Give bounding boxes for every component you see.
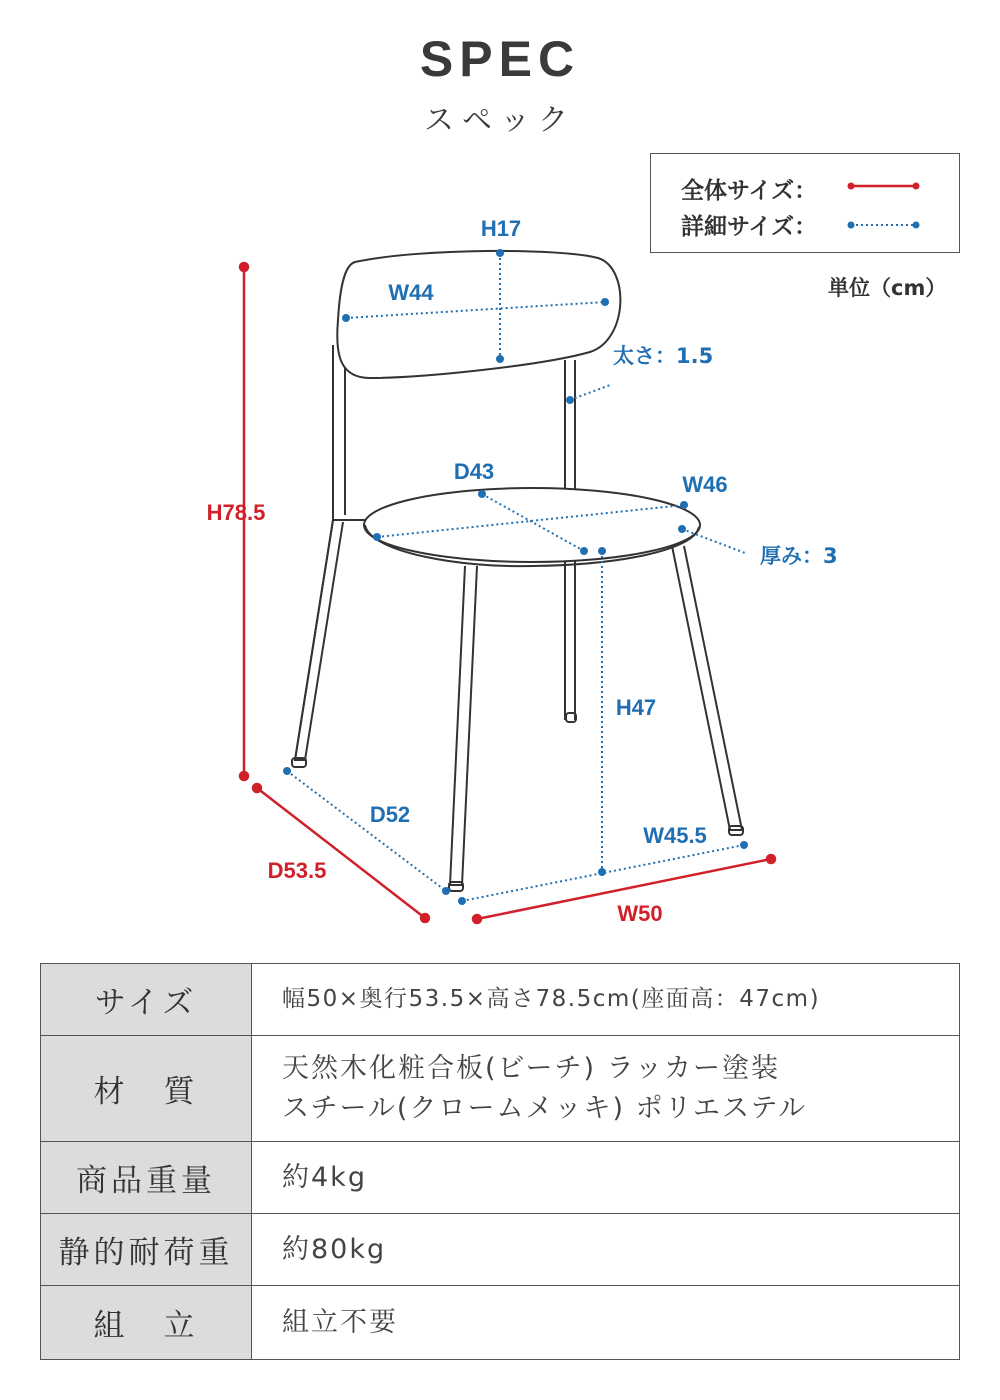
- spec-value-load: [252, 1214, 960, 1286]
- seat-width-dot-left: [373, 533, 381, 541]
- label-seat-width: W46: [682, 472, 728, 497]
- seat-width-dot-right: [680, 501, 688, 509]
- legend-overall-label: 全体サイズ：: [681, 178, 818, 204]
- label-overall-depth: D53.5: [267, 858, 327, 883]
- spec-key-material: 材 質: [41, 1036, 252, 1142]
- page-title: SPEC: [419, 31, 581, 87]
- spec-value-material: [252, 1036, 960, 1142]
- overall-height-dot-bottom: [240, 772, 248, 780]
- backrest: [337, 251, 620, 378]
- seat-thickness-dot: [678, 525, 686, 533]
- leg-depth-dot-start: [283, 767, 291, 775]
- spec-key-size: サイズ: [41, 964, 252, 1036]
- label-frame-thickness: 太さ：1.5: [613, 344, 714, 368]
- backrest-width-dot-right: [601, 298, 609, 306]
- spec-key-load: 静的耐荷重: [41, 1214, 252, 1286]
- label-overall-height: H78.5: [206, 500, 266, 525]
- seat-depth-dot-end: [580, 547, 588, 555]
- spec-value-material-line-1: 天然木化粧合板(ビーチ) ラッカー塗装: [282, 1053, 781, 1085]
- spec-value-assembly-line: 組立不要: [282, 1306, 398, 1338]
- seat-depth-dot-start: [478, 490, 486, 498]
- spec-value-material-line-2: スチール(クロームメッキ) ポリエステル: [282, 1092, 808, 1124]
- label-backrest-height: H17: [480, 216, 522, 241]
- spec-value-load-line: 約80kg: [282, 1233, 387, 1265]
- backrest-height-dot-bottom: [496, 355, 504, 363]
- spec-row-load: [41, 1214, 960, 1286]
- label-seat-depth: D43: [453, 459, 495, 484]
- overall-depth-dot-start: [253, 784, 261, 792]
- chair-illustration: [292, 345, 743, 891]
- backrest-height-dot-top: [496, 249, 504, 257]
- foot-cap-front-left: [449, 882, 463, 891]
- spec-value-size-line: 幅50×奥行53.5×高さ78.5cm(座面高：47cm): [282, 985, 821, 1012]
- leg-width-dot-start: [458, 897, 466, 905]
- spec-row-size: [41, 964, 960, 1036]
- label-leg-width: W45.5: [643, 823, 707, 848]
- unit-label: 単位（cm）: [828, 276, 947, 300]
- frame-thickness-dot: [566, 396, 574, 404]
- seat-cushion: [364, 488, 700, 562]
- seat-thickness-leader: [682, 529, 745, 553]
- spec-value-weight-line: 約4kg: [282, 1161, 367, 1193]
- spec-row-weight: [41, 1142, 960, 1214]
- label-leg-depth: D52: [369, 802, 411, 827]
- spec-value-assembly: [252, 1286, 960, 1360]
- label-overall-width: W50: [617, 901, 663, 926]
- spec-key-weight: 商品重量: [41, 1142, 252, 1214]
- label-seat-thickness: 厚み：3: [760, 544, 838, 568]
- spec-value-size: [252, 964, 960, 1036]
- label-backrest-width: W44: [388, 280, 434, 305]
- page-subtitle: スペック: [424, 103, 576, 138]
- overall-width-dot-start: [473, 915, 481, 923]
- overall-depth-dot-end: [421, 914, 429, 922]
- spec-value-weight: [252, 1142, 960, 1214]
- spec-key-assembly: 組 立: [41, 1286, 252, 1360]
- legend-detail-label: 詳細サイズ：: [681, 214, 818, 240]
- leg-width-dot-end: [740, 841, 748, 849]
- backrest-width-dot-left: [342, 314, 350, 322]
- seat-height-dot-top: [598, 547, 606, 555]
- leg-depth-dot-end: [442, 887, 450, 895]
- front-leg-right: [672, 546, 742, 830]
- seat-height-dot-bottom: [598, 868, 606, 876]
- overall-width-dot-end: [767, 855, 775, 863]
- label-seat-height: H47: [615, 695, 657, 720]
- spec-row-material: [41, 1036, 960, 1142]
- front-leg-left: [450, 566, 477, 885]
- spec-row-assembly: [41, 1286, 960, 1360]
- spec-table: [40, 963, 960, 1360]
- overall-height-dot-top: [240, 263, 248, 271]
- back-leg-left: [295, 520, 343, 760]
